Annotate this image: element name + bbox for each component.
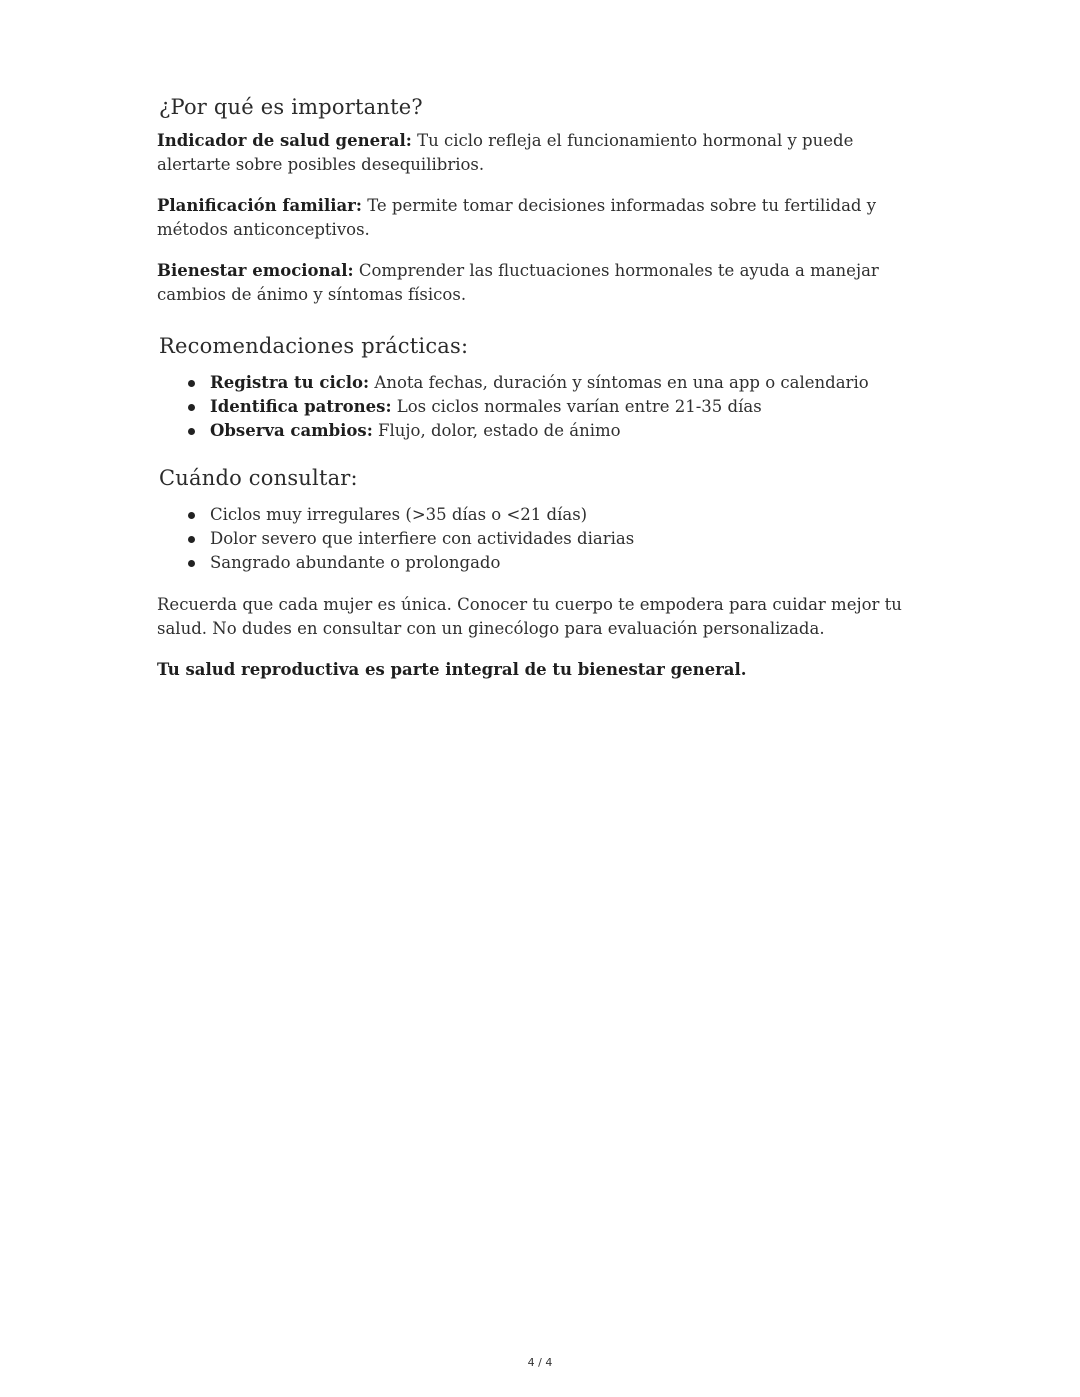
bullet-icon: [188, 380, 195, 387]
list-item-label: Observa cambios:: [210, 421, 373, 440]
paragraph-label: Planificación familiar:: [157, 196, 362, 215]
list-item-text: Flujo, dolor, estado de ánimo: [372, 421, 621, 440]
section-heading-why: ¿Por qué es importante?: [159, 95, 423, 119]
paragraph-health-indicator: [157, 129, 917, 177]
document-page: [157, 92, 917, 682]
bullet-icon: [188, 560, 195, 567]
bullet-icon: [188, 428, 195, 435]
closing-paragraph: Recuerda que cada mujer es única. Conocer tu cuerpo te empodera para cuidar mejor tu salud. No dudes en consultar con un ginecólogo para evaluación personalizada.: [157, 595, 902, 638]
paragraph-family-planning: [157, 194, 917, 242]
list-item-text: Ciclos muy irregulares (>35 días o <21 días): [210, 505, 588, 524]
bullet-icon: [188, 536, 195, 543]
consult-list: [157, 503, 917, 575]
final-statement: [157, 658, 917, 682]
list-item-text: Anota fechas, duración y síntomas en una app o calendario: [369, 373, 869, 392]
list-item: [188, 527, 917, 551]
list-item: [188, 419, 917, 443]
list-item: [188, 371, 917, 395]
bullet-icon: [188, 404, 195, 411]
list-item-text: Los ciclos normales varían entre 21-35 días: [391, 397, 762, 416]
list-item-text: Dolor severo que interfiere con actividades diarias: [210, 529, 635, 548]
list-item: [188, 551, 917, 575]
paragraph-text: Te permite tomar decisiones informadas sobre tu fertilidad y métodos anticonceptivos.: [157, 196, 877, 239]
paragraph-text: Comprender las fluctuaciones hormonales te ayuda a manejar cambios de ánimo y síntomas físicos.: [157, 261, 879, 304]
list-item-label: Identifica patrones:: [210, 397, 392, 416]
paragraph-label: Indicador de salud general:: [157, 131, 412, 150]
paragraph-label: Bienestar emocional:: [157, 261, 354, 280]
recommendations-list: [157, 371, 917, 443]
list-item: [188, 503, 917, 527]
section-heading-recommendations: Recomendaciones prácticas:: [159, 334, 469, 358]
list-item-label: Registra tu ciclo:: [210, 373, 370, 392]
final-statement-text: Tu salud reproductiva es parte integral de tu bienestar general.: [157, 660, 747, 679]
paragraph-emotional-wellbeing: [157, 259, 917, 307]
list-item: [188, 395, 917, 419]
section-heading-when-to-consult: Cuándo consultar:: [159, 466, 358, 490]
page-number: 4 / 4: [527, 1356, 553, 1369]
bullet-icon: [188, 512, 195, 519]
list-item-text: Sangrado abundante o prolongado: [210, 553, 501, 572]
paragraph-text: Tu ciclo refleja el funcionamiento hormonal y puede alertarte sobre posibles desequilibrios.: [157, 131, 854, 174]
